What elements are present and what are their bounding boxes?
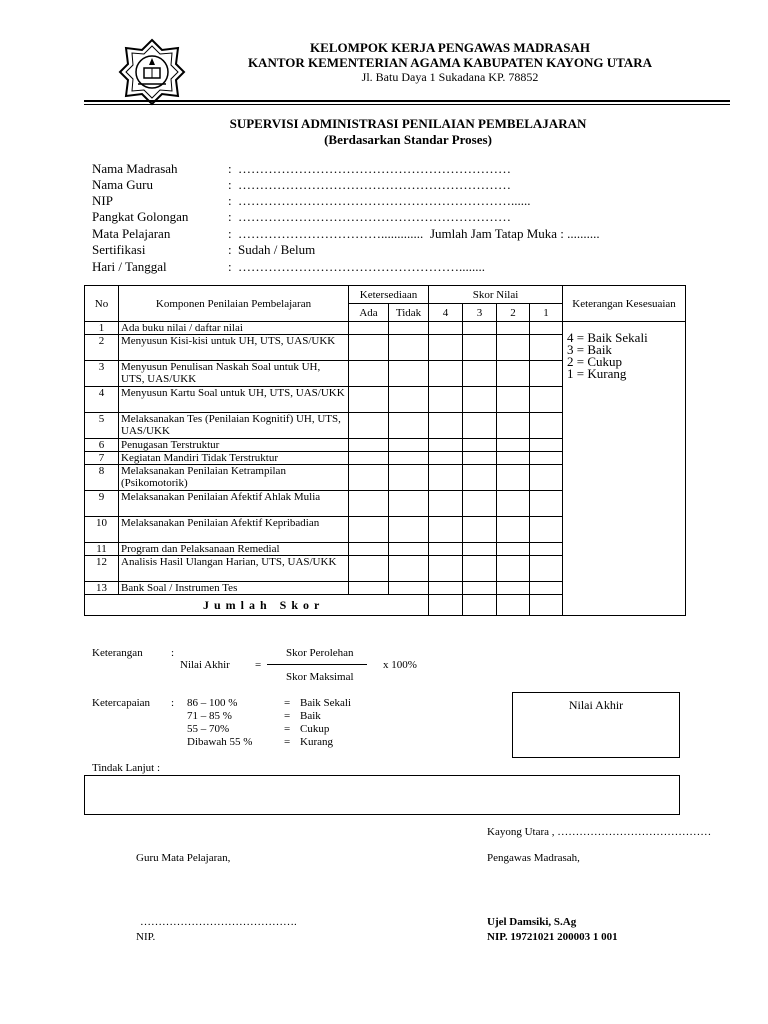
cell-skor-3[interactable] — [463, 322, 497, 335]
range-eq: = — [284, 710, 291, 722]
cell-skor-3[interactable] — [463, 582, 497, 595]
field-nama-guru[interactable]: ……………………………………………………… — [238, 177, 511, 192]
header-line1: KELOMPOK KERJA PENGAWAS MADRASAH — [310, 40, 590, 55]
form-subtitle: (Berdasarkan Standar Proses) — [324, 132, 492, 147]
field-hari-tanggal[interactable]: ……………………………………………........ — [238, 259, 485, 274]
colon: : — [228, 193, 232, 208]
cell-tidak[interactable] — [389, 335, 429, 361]
pengawas-role: Pengawas Madrasah, — [487, 852, 580, 864]
cell-skor-1[interactable] — [530, 517, 563, 543]
cell-skor-1[interactable] — [530, 582, 563, 595]
legend-item: 2 = Cukup — [567, 354, 623, 369]
row-text: Melaksanakan Tes (Penilaian Kognitif) UH, UTS, UAS/UKK — [119, 413, 349, 439]
cell-total-1[interactable] — [530, 595, 563, 616]
cell-skor-3[interactable] — [463, 543, 497, 556]
legend-item: 1 = Kurang — [567, 366, 627, 381]
cell-tidak[interactable] — [389, 439, 429, 452]
cell-tidak[interactable] — [389, 322, 429, 335]
cell-tidak[interactable] — [389, 517, 429, 543]
nilai-akhir-box[interactable] — [512, 692, 680, 758]
keterangan-label: Keterangan — [92, 647, 143, 659]
guru-nip: NIP. — [136, 931, 156, 943]
row-text: Melaksanakan Penilaian Afektif Ahlak Mulia — [119, 491, 349, 517]
range-1: 86 – 100 % — [187, 697, 238, 709]
cell-skor-3[interactable] — [463, 387, 497, 413]
ketercapaian-label: Ketercapaian — [92, 697, 151, 709]
col-skor-2: 2 — [497, 304, 530, 322]
keterangan-legend — [563, 322, 686, 616]
cell-skor-1[interactable] — [530, 322, 563, 335]
header-divider-thin — [84, 104, 730, 105]
fraction-line — [267, 664, 367, 665]
cell-skor-2[interactable] — [497, 517, 530, 543]
col-skor-1: 1 — [530, 304, 563, 322]
col-tidak: Tidak — [389, 304, 429, 322]
row-number: 6 — [85, 439, 119, 452]
row-text: Penugasan Terstruktur — [119, 439, 349, 452]
label-hari-tanggal: Hari / Tanggal — [92, 259, 167, 274]
cell-skor-1[interactable] — [530, 413, 563, 439]
cell-skor-2[interactable] — [497, 491, 530, 517]
cell-skor-4[interactable] — [429, 556, 463, 582]
cell-tidak[interactable] — [389, 387, 429, 413]
cell-ada[interactable] — [349, 413, 389, 439]
cell-skor-2[interactable] — [497, 543, 530, 556]
cell-skor-3[interactable] — [463, 517, 497, 543]
cell-tidak[interactable] — [389, 361, 429, 387]
cell-tidak[interactable] — [389, 491, 429, 517]
row-number: 13 — [85, 582, 119, 595]
range-4: Dibawah 55 % — [187, 736, 253, 748]
cell-skor-4[interactable] — [429, 387, 463, 413]
row-number: 7 — [85, 452, 119, 465]
row-number: 5 — [85, 413, 119, 439]
colon: : — [228, 177, 232, 192]
formula-multiplier: x 100% — [383, 659, 417, 671]
pengawas-name: Ujel Damsiki, S.Ag — [487, 916, 577, 928]
label-sertifikasi: Sertifikasi — [92, 242, 146, 257]
cell-skor-2[interactable] — [497, 465, 530, 491]
field-mata-pelajaran[interactable]: ……………………………............. — [238, 226, 424, 241]
row-number: 10 — [85, 517, 119, 543]
header-line2: KANTOR KEMENTERIAN AGAMA KABUPATEN KAYONG UTARA — [247, 55, 653, 70]
guru-role: Guru Mata Pelajaran, — [136, 852, 231, 864]
header-divider — [84, 100, 730, 102]
keterangan-colon: : — [171, 647, 175, 659]
field-pangkat-golongan[interactable]: ……………………………………………………… — [238, 209, 511, 224]
cell-skor-4[interactable] — [429, 491, 463, 517]
form-title: SUPERVISI ADMINISTRASI PENILAIAN PEMBELAJARAN — [229, 116, 587, 131]
row-text: Menyusun Kartu Soal untuk UH, UTS, UAS/UKK — [119, 387, 349, 413]
label-pangkat-golongan: Pangkat Golongan — [92, 209, 189, 224]
tindak-lanjut-label: Tindak Lanjut : — [92, 762, 161, 774]
label-nama-madrasah: Nama Madrasah — [92, 161, 178, 176]
row-number: 1 — [85, 322, 119, 335]
cell-skor-1[interactable] — [530, 543, 563, 556]
cell-skor-2[interactable] — [497, 556, 530, 582]
row-text: Bank Soal / Instrumen Tes — [119, 582, 349, 595]
ketercapaian-colon: : — [171, 697, 175, 709]
cell-skor-1[interactable] — [530, 387, 563, 413]
range-3: 55 – 70% — [187, 723, 230, 735]
cell-skor-4[interactable] — [429, 517, 463, 543]
col-komponen: Komponen Penilaian Pembelajaran — [119, 286, 349, 322]
assessment-table — [84, 285, 686, 616]
cell-tidak[interactable] — [389, 452, 429, 465]
cell-skor-3[interactable] — [463, 413, 497, 439]
cell-ada[interactable] — [349, 439, 389, 452]
col-no: No — [85, 286, 119, 322]
row-text: Menyusun Kisi-kisi untuk UH, UTS, UAS/UKK — [119, 335, 349, 361]
nilai-akhir-label: Nilai Akhir — [180, 659, 230, 671]
field-jumlah-jam[interactable]: Jumlah Jam Tatap Muka : .......... — [430, 226, 600, 241]
cell-skor-3[interactable] — [463, 452, 497, 465]
table-row — [85, 322, 686, 335]
cell-skor-2[interactable] — [497, 582, 530, 595]
cell-skor-3[interactable] — [463, 361, 497, 387]
cell-total-4[interactable] — [429, 595, 463, 616]
cell-ada[interactable] — [349, 361, 389, 387]
row-number: 2 — [85, 335, 119, 361]
legend-item: 4 = Baik Sekali — [567, 330, 648, 345]
cell-skor-1[interactable] — [530, 556, 563, 582]
cell-ada[interactable] — [349, 465, 389, 491]
cell-ada[interactable] — [349, 387, 389, 413]
colon: : — [228, 226, 232, 241]
row-text: Menyusun Penulisan Naskah Soal untuk UH, UTS, UAS/UKK — [119, 361, 349, 387]
cell-skor-3[interactable] — [463, 335, 497, 361]
cell-ada[interactable] — [349, 452, 389, 465]
cell-tidak[interactable] — [389, 556, 429, 582]
cell-skor-1[interactable] — [530, 491, 563, 517]
cell-skor-4[interactable] — [429, 582, 463, 595]
row-number: 12 — [85, 556, 119, 582]
row-text: Program dan Pelaksanaan Remedial — [119, 543, 349, 556]
col-ada: Ada — [349, 304, 389, 322]
range-desc: Baik Sekali — [300, 697, 352, 709]
row-number: 9 — [85, 491, 119, 517]
col-skor: Skor Nilai — [429, 286, 563, 304]
row-number: 8 — [85, 465, 119, 491]
cell-skor-2[interactable] — [497, 335, 530, 361]
range-eq: = — [284, 697, 291, 709]
cell-skor-1[interactable] — [530, 452, 563, 465]
colon: : — [228, 209, 232, 224]
cell-skor-4[interactable] — [429, 465, 463, 491]
place-date: Kayong Utara , …………………………………… — [487, 826, 712, 838]
header-line3: Jl. Batu Daya 1 Sukadana KP. 78852 — [361, 70, 539, 84]
label-mata-pelajaran: Mata Pelajaran — [92, 226, 171, 241]
cell-skor-4[interactable] — [429, 452, 463, 465]
cell-ada[interactable] — [349, 556, 389, 582]
cell-skor-3[interactable] — [463, 465, 497, 491]
cell-ada[interactable] — [349, 491, 389, 517]
formula-numerator: Skor Perolehan — [286, 647, 354, 659]
cell-skor-1[interactable] — [530, 335, 563, 361]
cell-skor-1[interactable] — [530, 465, 563, 491]
cell-skor-4[interactable] — [429, 413, 463, 439]
cell-ada[interactable] — [349, 335, 389, 361]
colon: : — [228, 242, 232, 257]
range-eq: = — [284, 723, 291, 735]
row-number: 4 — [85, 387, 119, 413]
cell-skor-4[interactable] — [429, 322, 463, 335]
cell-total-3[interactable] — [463, 595, 497, 616]
colon: : — [228, 161, 232, 176]
cell-skor-2[interactable] — [497, 413, 530, 439]
cell-tidak[interactable] — [389, 543, 429, 556]
cell-ada[interactable] — [349, 543, 389, 556]
row-text: Melaksanakan Penilaian Afektif Kepribadian — [119, 517, 349, 543]
colon: : — [228, 259, 232, 274]
col-ketersediaan: Ketersediaan — [349, 286, 429, 304]
cell-skor-1[interactable] — [530, 361, 563, 387]
cell-tidak[interactable] — [389, 465, 429, 491]
formula-equals: = — [255, 659, 262, 671]
col-skor-3: 3 — [463, 304, 497, 322]
range-2: 71 – 85 % — [187, 710, 232, 722]
cell-skor-4[interactable] — [429, 361, 463, 387]
row-number: 11 — [85, 543, 119, 556]
cell-tidak[interactable] — [389, 413, 429, 439]
range-eq: = — [284, 736, 291, 748]
pengawas-nip: NIP. 19721021 200003 1 001 — [487, 931, 618, 943]
range-desc: Baik — [300, 710, 321, 722]
legend-item: 3 = Baik — [567, 342, 612, 357]
cell-total-2[interactable] — [497, 595, 530, 616]
formula-denominator: Skor Maksimal — [286, 671, 354, 683]
cell-skor-4[interactable] — [429, 335, 463, 361]
cell-skor-2[interactable] — [497, 322, 530, 335]
label-nama-guru: Nama Guru — [92, 177, 154, 192]
cell-skor-2[interactable] — [497, 452, 530, 465]
field-sertifikasi[interactable]: Sudah / Belum — [238, 242, 316, 257]
tindak-lanjut-box[interactable] — [84, 775, 680, 815]
cell-skor-3[interactable] — [463, 491, 497, 517]
row-number: 3 — [85, 361, 119, 387]
jumlah-skor-label: J u m l a h S k o r — [85, 595, 429, 616]
range-desc: Kurang — [300, 736, 333, 748]
cell-skor-2[interactable] — [497, 439, 530, 452]
row-text: Ada buku nilai / daftar nilai — [119, 322, 349, 335]
row-text: Kegiatan Mandiri Tidak Terstruktur — [119, 452, 349, 465]
guru-name: ……………………………………. — [140, 916, 297, 928]
cell-ada[interactable] — [349, 517, 389, 543]
cell-ada[interactable] — [349, 582, 389, 595]
cell-skor-2[interactable] — [497, 387, 530, 413]
label-nip: NIP — [92, 193, 113, 208]
col-keterangan: Keterangan Kesesuaian — [563, 286, 686, 322]
nilai-akhir-box-label: Nilai Akhir — [568, 698, 624, 712]
row-text: Melaksanakan Penilaian Ketrampilan (Psikomotorik) — [119, 465, 349, 491]
range-desc: Cukup — [300, 723, 330, 735]
cell-skor-3[interactable] — [463, 439, 497, 452]
field-nama-madrasah[interactable]: ……………………………………………………… — [238, 161, 511, 176]
cell-tidak[interactable] — [389, 582, 429, 595]
cell-skor-1[interactable] — [530, 439, 563, 452]
field-nip[interactable]: ………………………………………………………...... — [238, 193, 531, 208]
cell-ada[interactable] — [349, 322, 389, 335]
cell-skor-2[interactable] — [497, 361, 530, 387]
cell-skor-4[interactable] — [429, 543, 463, 556]
row-text: Analisis Hasil Ulangan Harian, UTS, UAS/UKK — [119, 556, 349, 582]
cell-skor-3[interactable] — [463, 556, 497, 582]
cell-skor-4[interactable] — [429, 439, 463, 452]
col-skor-4: 4 — [429, 304, 463, 322]
